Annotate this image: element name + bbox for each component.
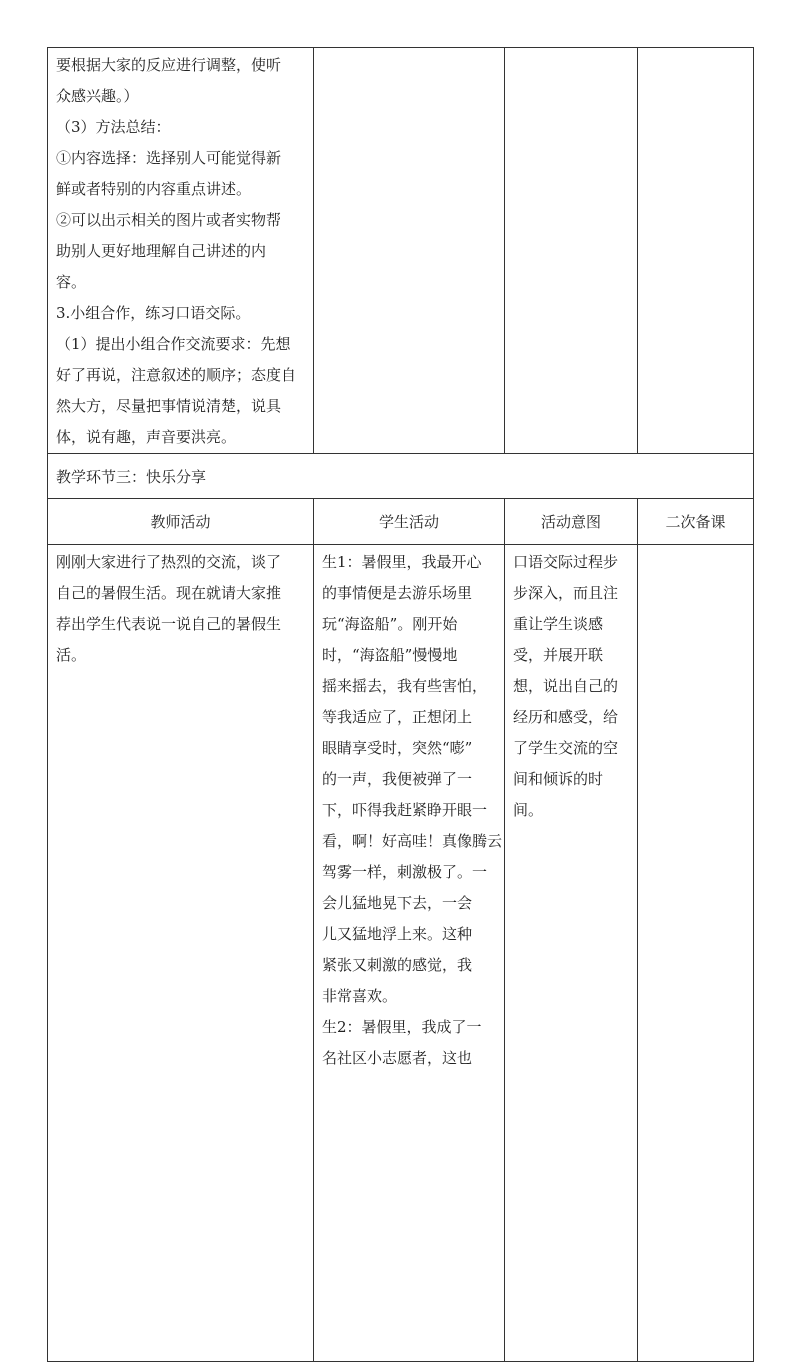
text-line: 会儿猛地晃下去，一会 — [322, 894, 473, 912]
activity-intent-text — [505, 545, 637, 826]
activity-intent-cell — [505, 545, 638, 1362]
student-activity-cell — [314, 48, 505, 454]
text-line: 驾雾一样，刺激极了。一 — [322, 863, 488, 881]
text-line: 名社区小志愿者，这也 — [322, 1049, 473, 1067]
text-line: 体，说有趣，声音要洪亮。 — [56, 428, 237, 446]
text-line: 间。 — [513, 801, 544, 819]
text-line: 容。 — [56, 273, 87, 291]
teacher-activity-cell — [48, 545, 314, 1362]
header-second-prep: 二次备课 — [638, 499, 754, 545]
text-line: 自己的暑假生活。现在就请大家推 — [56, 584, 282, 602]
text-line: （3）方法总结： — [56, 118, 171, 136]
second-prep-cell — [638, 48, 754, 454]
teacher-activity-text — [48, 48, 313, 453]
text-line: 鲜或者特别的内容重点讲述。 — [56, 180, 252, 198]
lesson-plan-table — [47, 47, 754, 1362]
column-header-row — [48, 499, 754, 545]
text-line: 重让学生谈感 — [513, 615, 604, 633]
text-line: ②可以出示相关的图片或者实物帮 — [56, 211, 282, 229]
activity-intent-cell — [505, 48, 638, 454]
text-line: 眼睛享受时，突然“嘭” — [322, 739, 473, 757]
section-title: 教学环节三：快乐分享 — [56, 467, 207, 486]
text-line: 紧张又刺激的感觉，我 — [322, 956, 473, 974]
text-line: 荐出学生代表说一说自己的暑假生 — [56, 615, 282, 633]
text-line: 刚刚大家进行了热烈的交流，谈了 — [56, 553, 282, 571]
text-line: 等我适应了，正想闭上 — [322, 708, 473, 726]
text-line: 受，并展开联 — [513, 646, 604, 664]
text-line: 生1：暑假里，我最开心 — [322, 553, 482, 571]
text-line: 儿又猛地浮上来。这种 — [322, 925, 473, 943]
teacher-activity-text — [48, 545, 313, 671]
text-line: 摇来摇去，我有些害怕， — [322, 677, 488, 695]
share-activity-row — [48, 545, 754, 1362]
header-student-activity: 学生活动 — [314, 499, 505, 545]
continued-activity-row — [48, 48, 754, 454]
text-line: 的一声，我便被弹了一 — [322, 770, 473, 788]
text-line: 时，“海盗船”慢慢地 — [322, 646, 458, 664]
text-line: 要根据大家的反应进行调整，使听 — [56, 56, 282, 74]
text-line: 口语交际过程步 — [513, 553, 619, 571]
header-teacher-activity: 教师活动 — [48, 499, 314, 545]
text-line: 玩“海盗船”。刚开始 — [322, 615, 458, 633]
text-line: 非常喜欢。 — [322, 987, 398, 1005]
text-line: 了学生交流的空 — [513, 739, 619, 757]
text-line: 下，吓得我赶紧睁开眼一 — [322, 801, 488, 819]
header-activity-intent: 活动意图 — [505, 499, 638, 545]
text-line: 众感兴趣。） — [56, 87, 139, 105]
student-activity-cell — [314, 545, 505, 1362]
second-prep-cell — [638, 545, 754, 1362]
text-line: 间和倾诉的时 — [513, 770, 604, 788]
text-line: 的事情便是去游乐场里 — [322, 584, 473, 602]
text-line: （1）提出小组合作交流要求：先想 — [56, 335, 291, 353]
text-line: 3.小组合作，练习口语交际。 — [56, 304, 251, 322]
teacher-activity-cell — [48, 48, 314, 454]
text-line: ①内容选择：选择别人可能觉得新 — [56, 149, 282, 167]
text-line: 步深入，而且注 — [513, 584, 619, 602]
text-line: 经历和感受，给 — [513, 708, 619, 726]
text-line: 好了再说，注意叙述的顺序；态度自 — [56, 366, 297, 384]
text-line: 看，啊！好高哇！真像腾云 — [322, 832, 503, 850]
text-line: 生2：暑假里，我成了一 — [322, 1018, 482, 1036]
text-line: 助别人更好地理解自己讲述的内 — [56, 242, 267, 260]
student-activity-text — [314, 545, 504, 1074]
text-line: 想，说出自己的 — [513, 677, 619, 695]
text-line: 活。 — [56, 646, 87, 664]
section-row — [48, 454, 754, 499]
text-line: 然大方，尽量把事情说清楚，说具 — [56, 397, 282, 415]
